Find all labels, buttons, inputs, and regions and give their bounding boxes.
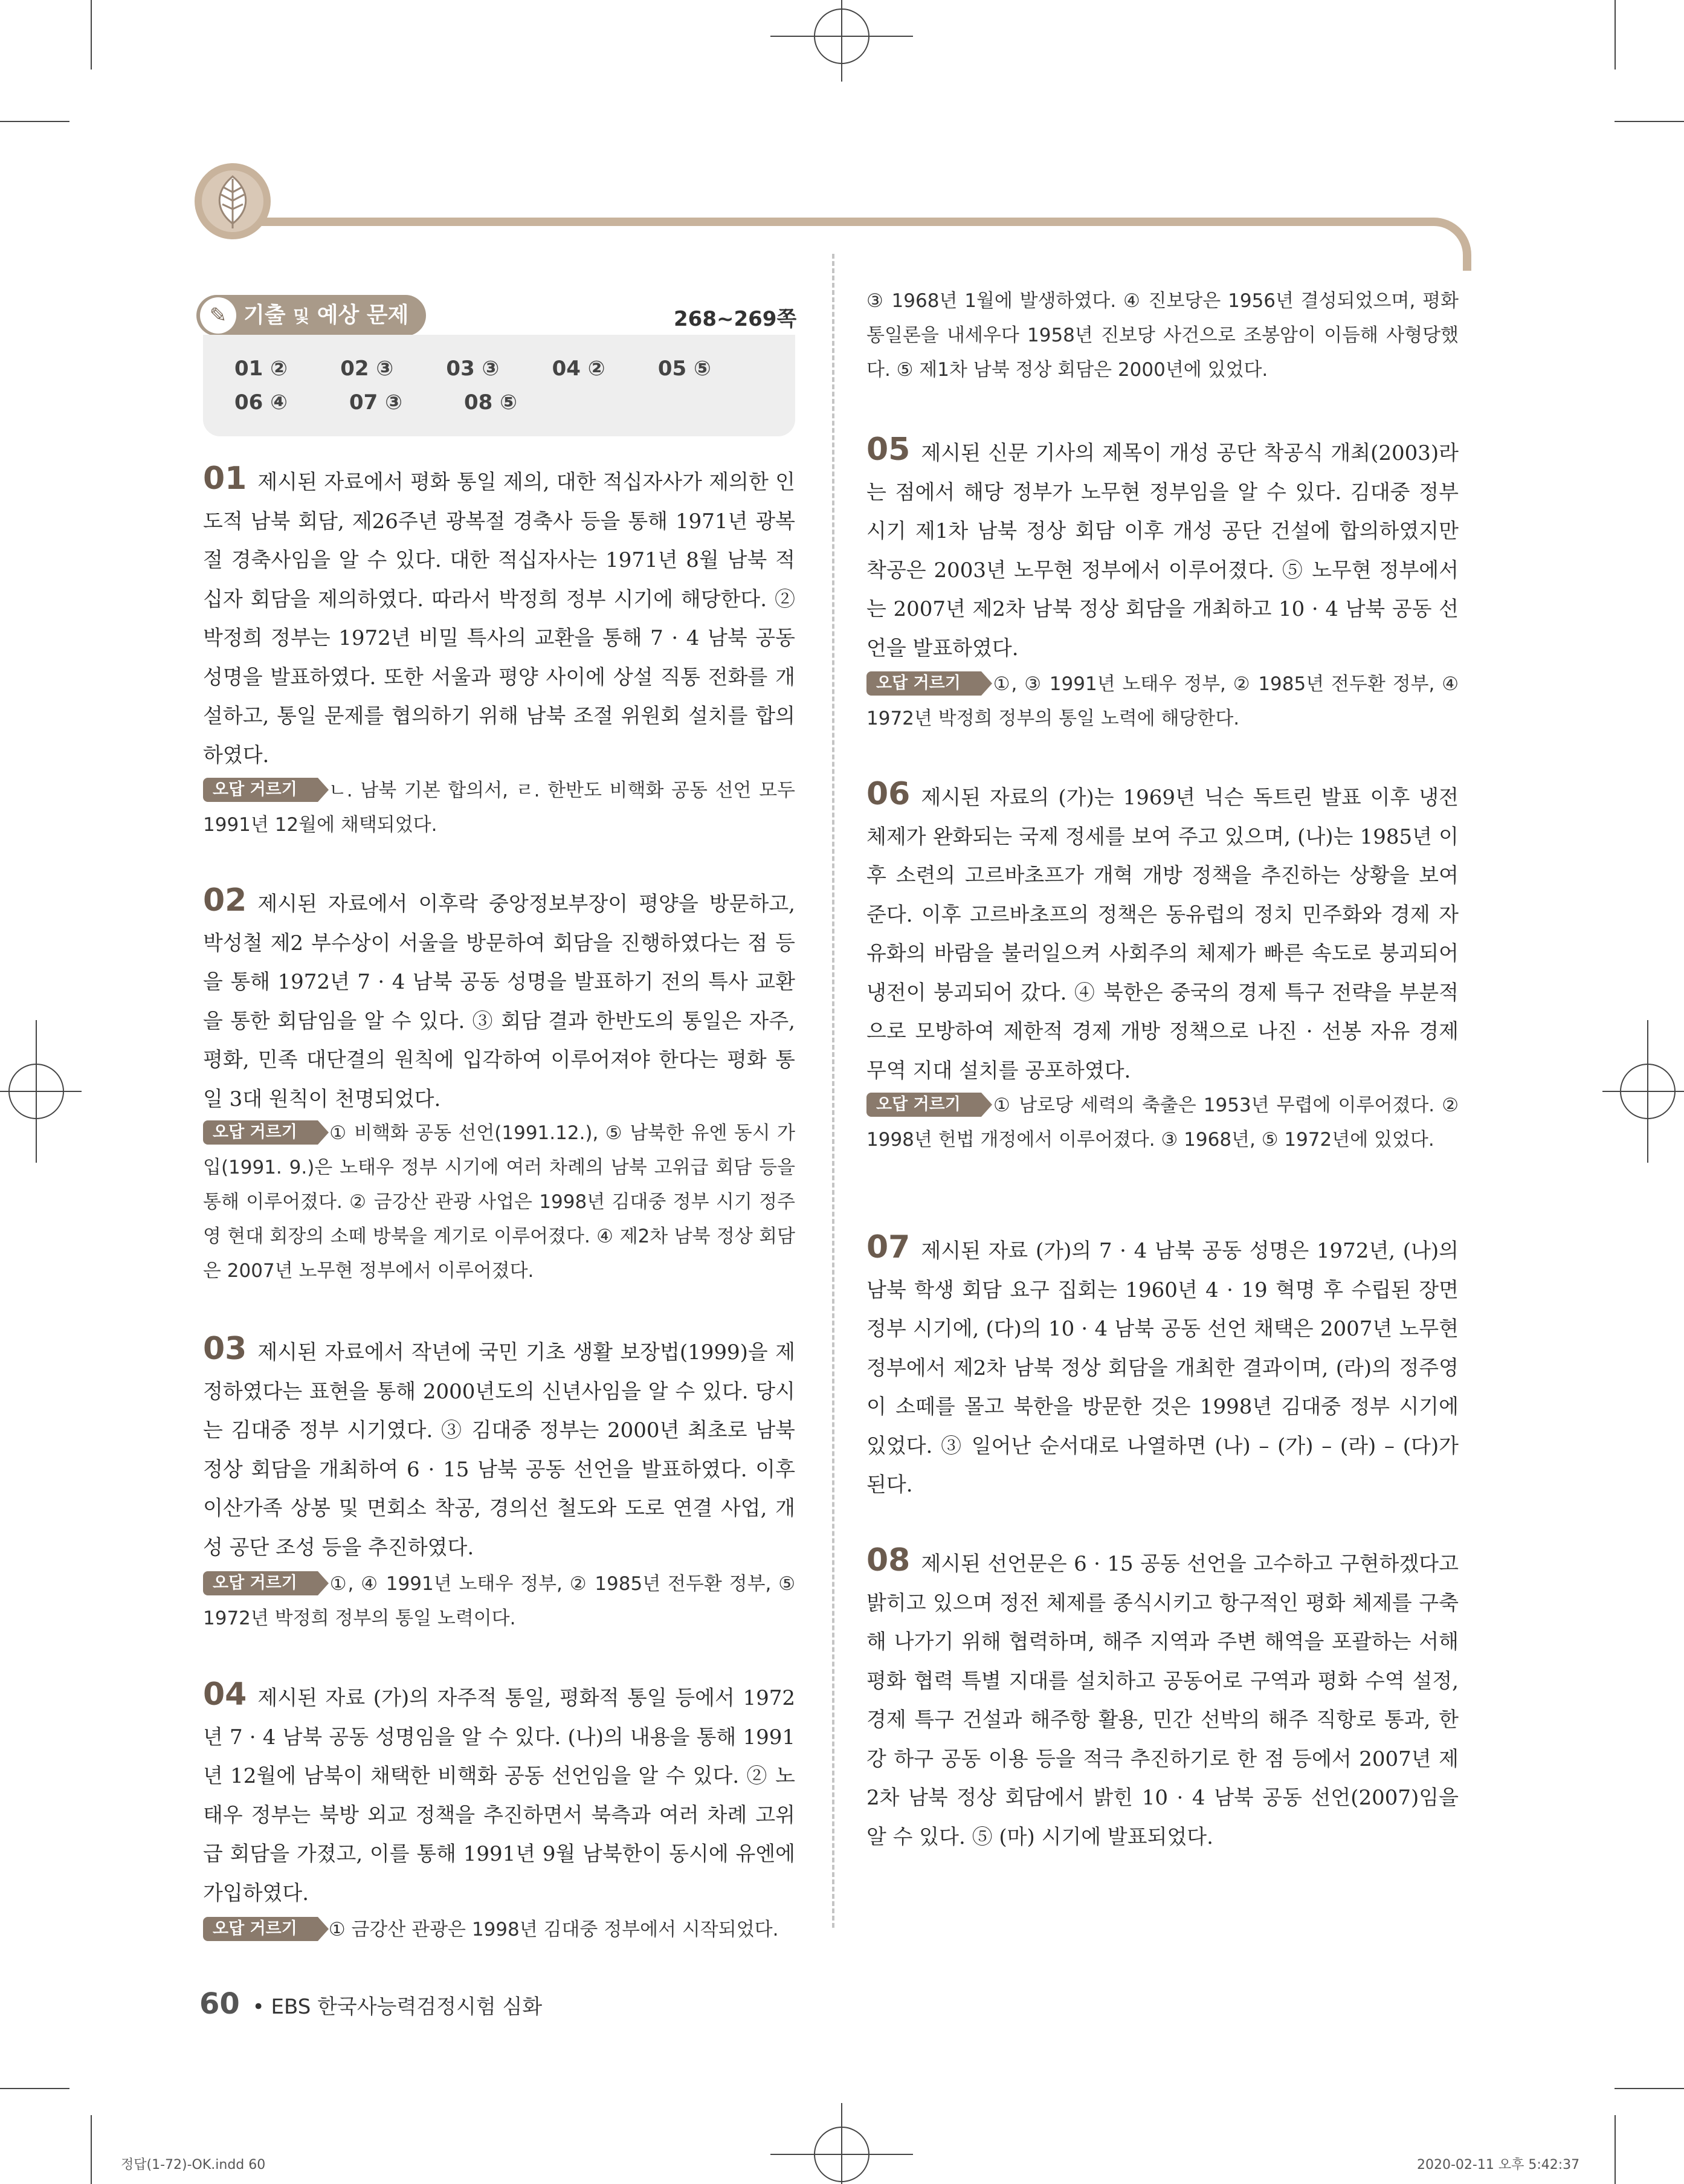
- section-title-b: 및: [293, 306, 310, 326]
- book-title: EBS 한국사능력검정시험 심화: [271, 1995, 543, 2019]
- slug-filename: 정답(1-72)-OK.indd 60: [121, 2157, 266, 2173]
- wrong-answer-note: [866, 1088, 1459, 1157]
- wrong-answer-note: [866, 667, 1459, 736]
- wrong-answer-note: [203, 774, 795, 842]
- page-number: 60: [199, 1987, 240, 2021]
- leaf-icon: [195, 163, 271, 239]
- question-number: 05: [866, 431, 911, 468]
- note-badge: 오답 거르기: [866, 671, 981, 696]
- question-02: [203, 881, 795, 1119]
- section-title: [196, 295, 426, 336]
- question-text: 제시된 선언문은 6 · 15 공동 선언을 고수하고 구현하겠다고 밝히고 있으며 정전 체제를 종식시키고 항구적인 평화 체제를 구축해 나가기 위해 협력하며, 해주 지역과 주변 해역을 포괄하는 서해 평화 협력 특별 지대를 설치하고 공동어로 구역과 평화 수역 설정, 경제 특구 건설과 해주항 활용, 민간 선박의 해주 직항로 통과, 한강 하구 공동 이용 등을 적극 추진하기로 한 점 등에서 2007년 제2차 남북 정상 회담에서 밝힌 10 · 4 남북 공동 선언(2007)임을 알 수 있다. ⑤ (마) 시기에 발표되었다.: [866, 1552, 1459, 1849]
- question-text: 제시된 자료 (가)의 7 · 4 남북 공동 성명은 1972년, (나)의 남북 학생 회담 요구 집회는 1960년 4 · 19 혁명 후 수립된 장면 정부 시기에, (다)의 10 · 4 남북 공동 선언 채택은 2007년 노무현 정부에서 제2차 남북 정상 회담을 개최한 결과이며, (라)의 정주영이 소떼를 몰고 북한을 방문한 것은 1998년 김대중 정부 시기에 있었다. ③ 일어난 순서대로 나열하면 (나) – (가) – (라) – (다)가 된다.: [866, 1239, 1459, 1497]
- question-text: 제시된 신문 기사의 제목이 개성 공단 착공식 개최(2003)라는 점에서 해당 정부가 노무현 정부임을 알 수 있다. 김대중 정부 시기 제1차 남북 정상 회담 이후 개성 공단 건설에 합의하였지만 착공은 2003년 노무현 정부에서 이루어졌다. ⑤ 노무현 정부에서는 2007년 제2차 남북 정상 회담을 개최하고 10 · 4 남북 공동 선언을 발표하였다.: [866, 441, 1459, 661]
- question-number: 06: [866, 776, 911, 812]
- footer-bullet: •: [252, 1995, 265, 2019]
- note-text: ③ 1968년 1월에 발생하였다. ④ 진보당은 1956년 결성되었으며, 평화 통일론을 내세우다 1958년 진보당 사건으로 조봉암이 이듬해 사형당했다. ⑤ 제1차 남북 정상 회담은 2000년에 있었다.: [866, 290, 1459, 381]
- question-number: 08: [866, 1542, 911, 1578]
- registration-mark: [841, 2103, 842, 2184]
- wrong-answer-note: [203, 1567, 795, 1636]
- answer-row: [234, 390, 764, 424]
- question-text: 제시된 자료의 (가)는 1969년 닉슨 독트린 발표 이후 냉전 체제가 완화되는 국제 정세를 보여 주고 있으며, (나)는 1985년 이후 소련의 고르바초프가 개혁 개방 정책을 추진하는 상황을 보여 준다. 이후 고르바초프의 정책은 동유럽의 정치 민주화와 경제 자유화의 바람을 불러일으켜 사회주의 체제가 빠른 속도로 붕괴되어 냉전이 붕괴되어 갔다. ④ 북한은 중국의 경제 특구 전략을 부분적으로 모방하여 제한적 경제 개방 정책으로 나진 · 선봉 자유 경제 무역 지대 설치를 공포하였다.: [866, 786, 1459, 1083]
- answer-row: [234, 357, 764, 390]
- registration-mark: [1602, 1091, 1684, 1092]
- question-06: [866, 775, 1459, 1090]
- registration-mark: [0, 1091, 82, 1092]
- wrong-answer-note: [203, 1116, 795, 1288]
- note-text: ① 남로당 세력의 축출은 1953년 무렵에 이루어졌다. ② 1998년 헌법 개정에서 이루어졌다. ③ 1968년, ⑤ 1972년에 있었다.: [866, 1094, 1459, 1151]
- question-number: 01: [203, 460, 247, 497]
- question-number: 04: [203, 1676, 247, 1713]
- note-badge: 오답 거르기: [203, 1571, 318, 1595]
- note-text: ① 금강산 관광은 1998년 김대중 정부에서 시작되었다.: [328, 1919, 779, 1940]
- crop-mark: [91, 2115, 92, 2184]
- registration-mark: [1647, 1020, 1648, 1163]
- wrong-answer-note: [203, 1913, 795, 1947]
- crop-mark: [1615, 2115, 1616, 2184]
- note-text: ①, ③ 1991년 노태우 정부, ② 1985년 전두환 정부, ④ 1972년 박정희 정부의 통일 노력에 해당한다.: [866, 673, 1459, 729]
- question-04: [203, 1675, 795, 1913]
- answer-item: 04 ②: [552, 357, 605, 381]
- section-title-c: 예상 문제: [317, 303, 409, 328]
- answer-item: 03 ③: [446, 357, 500, 381]
- registration-mark: [36, 1020, 37, 1163]
- question-number: 07: [866, 1229, 911, 1265]
- pencil-icon: ✎: [200, 297, 236, 334]
- answer-item: 06 ④: [234, 390, 288, 415]
- answer-item: 02 ③: [340, 357, 394, 381]
- column-divider: [832, 254, 834, 1928]
- question-text: 제시된 자료 (가)의 자주적 통일, 평화적 통일 등에서 1972년 7 · 4 남북 공동 성명임을 알 수 있다. (나)의 내용을 통해 1991년 12월에 남북이 채택한 비핵화 공동 선언임을 알 수 있다. ② 노태우 정부는 북방 외교 정책을 추진하면서 북측과 여러 차례 고위급 회담을 가졌고, 이를 통해 1991년 9월 남북한이 동시에 유엔에 가입하였다.: [203, 1686, 795, 1905]
- note-badge: 오답 거르기: [203, 1917, 318, 1941]
- crop-mark: [1615, 2088, 1684, 2089]
- question-text: 제시된 자료에서 작년에 국민 기초 생활 보장법(1999)을 제정하였다는 표현을 통해 2000년도의 신년사임을 알 수 있다. 당시는 김대중 정부 시기였다. ③ 김대중 정부는 2000년 최초로 남북 정상 회담을 개최하여 6 · 15 남북 공동 선언을 발표하였다. 이후 이산가족 상봉 및 면회소 착공, 경의선 철도와 도로 연결 사업, 개성 공단 조성 등을 추진하였다.: [203, 1340, 795, 1560]
- note-text: ① 비핵화 공동 선언(1991.12.), ⑤ 남북한 유엔 동시 가입(1991. 9.)은 노태우 정부 시기에 여러 차례의 남북 고위급 회담 등을 통해 이루어졌다. ② 금강산 관광 사업은 1998년 김대중 정부 시기 정주영 현대 회장의 소떼 방북을 계기로 이루어졌다. ④ 제2차 남북 정상 회담은 2007년 노무현 정부에서 이루어졌다.: [203, 1122, 795, 1282]
- crop-mark: [1615, 0, 1616, 69]
- crop-mark: [0, 121, 69, 122]
- crop-mark: [1615, 121, 1684, 122]
- registration-mark: [841, 0, 842, 82]
- page-range: 268~269쪽: [674, 307, 797, 331]
- note-text: ①, ④ 1991년 노태우 정부, ② 1985년 전두환 정부, ⑤ 1972년 박정희 정부의 통일 노력이다.: [203, 1573, 795, 1629]
- question-number: 03: [203, 1331, 247, 1367]
- section-title-a: 기출: [244, 303, 286, 328]
- answer-item: 05 ⑤: [657, 357, 711, 381]
- question-01: [203, 459, 795, 775]
- slug-datetime: 2020-02-11 오후 5:42:37: [1417, 2157, 1580, 2173]
- note-badge: 오답 거르기: [866, 1093, 981, 1117]
- answer-key: [203, 335, 795, 436]
- note-badge: 오답 거르기: [203, 778, 318, 802]
- question-05: [866, 430, 1459, 668]
- question-03: [203, 1329, 795, 1567]
- header-rule: [239, 218, 1471, 271]
- page-footer: [199, 1987, 542, 2021]
- note-badge: 오답 거르기: [203, 1120, 318, 1145]
- answer-item: 07 ③: [349, 390, 402, 415]
- question-number: 02: [203, 882, 247, 919]
- crop-mark: [0, 2088, 69, 2089]
- answer-item: 08 ⑤: [464, 390, 517, 415]
- question-text: 제시된 자료에서 평화 통일 제의, 대한 적십자사가 제의한 인도적 남북 회담, 제26주년 광복절 경축사 등을 통해 1971년 광복절 경축사임을 알 수 있다. 대한 적십자사는 1971년 8월 남북 적십자 회담을 제의하였다. 따라서 박정희 정부 시기에 해당한다. ② 박정희 정부는 1972년 비밀 특사의 교환을 통해 7 · 4 남북 공동 성명을 발표하였다. 또한 서울과 평양 사이에 상설 직통 전화를 개설하고, 통일 문제를 협의하기 위해 남북 조절 위원회 설치를 합의하였다.: [203, 470, 795, 767]
- wrong-answer-note-continued: [866, 284, 1459, 387]
- note-text: ㄴ. 남북 기본 합의서, ㄹ. 한반도 비핵화 공동 선언 모두 1991년 12월에 채택되었다.: [203, 780, 795, 836]
- question-07: [866, 1228, 1459, 1505]
- question-08: [866, 1541, 1459, 1856]
- question-text: 제시된 자료에서 이후락 중앙정보부장이 평양을 방문하고, 박성철 제2 부수상이 서울을 방문하여 회담을 진행하였다는 점 등을 통해 1972년 7 · 4 남북 공동 성명을 발표하기 전의 특사 교환을 통한 회담임을 알 수 있다. ③ 회담 결과 한반도의 통일은 자주, 평화, 민족 대단결의 원칙에 입각하여 이루어져야 한다는 평화 통일 3대 원칙이 천명되었다.: [203, 892, 795, 1111]
- crop-mark: [91, 0, 92, 69]
- answer-item: 01 ②: [234, 357, 288, 381]
